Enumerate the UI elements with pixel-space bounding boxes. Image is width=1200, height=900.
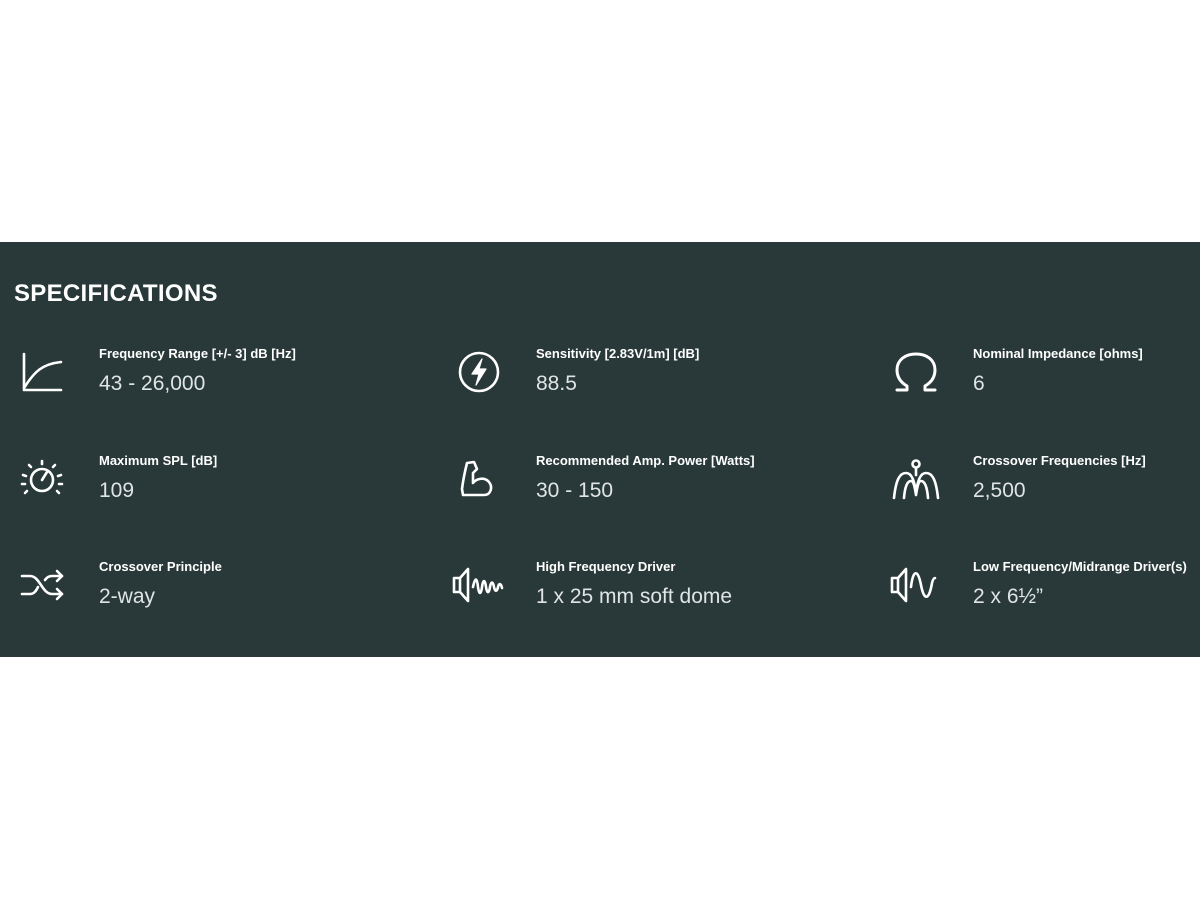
spec-value: 6 xyxy=(973,372,985,395)
lightning-bolt-icon xyxy=(451,344,507,400)
spec-recommended-amp-power xyxy=(451,451,755,531)
spec-value: 30 - 150 xyxy=(536,479,614,502)
spec-label: Sensitivity [2.83V/1m] [dB] xyxy=(536,346,700,361)
spec-value: 2-way xyxy=(99,585,156,608)
speaker-high-frequency-icon xyxy=(451,557,507,613)
spec-low-frequency-midrange-driver xyxy=(888,557,1188,637)
frequency-curve-icon xyxy=(14,344,70,400)
spec-label: Low Frequency/Midrange Driver(s) xyxy=(973,559,1187,574)
omega-icon xyxy=(888,344,944,400)
spec-label: Nominal Impedance [ohms] xyxy=(973,346,1143,361)
spec-value: 2 x 6½” xyxy=(973,585,1044,608)
spec-value: 2,500 xyxy=(973,479,1026,502)
flexed-arm-icon xyxy=(451,451,507,507)
spec-frequency-range xyxy=(14,344,314,424)
spec-crossover-frequencies xyxy=(888,451,1188,531)
spec-label: Maximum SPL [dB] xyxy=(99,453,218,468)
shuffle-arrows-icon xyxy=(14,557,70,613)
spec-maximum-spl xyxy=(14,451,314,531)
spec-value: 109 xyxy=(99,479,135,502)
spec-nominal-impedance xyxy=(888,344,1188,424)
spec-label: Recommended Amp. Power [Watts] xyxy=(536,453,755,468)
spec-label: Frequency Range [+/- 3] dB [Hz] xyxy=(99,346,296,361)
spec-label: High Frequency Driver xyxy=(536,559,676,574)
speaker-low-frequency-icon xyxy=(888,557,944,613)
spec-value: 88.5 xyxy=(536,372,577,395)
crossover-curves-icon xyxy=(888,451,944,507)
spec-value: 1 x 25 mm soft dome xyxy=(536,585,733,608)
spec-value: 43 - 26,000 xyxy=(99,372,206,395)
spec-crossover-principle xyxy=(14,557,314,637)
spec-high-frequency-driver xyxy=(451,557,751,637)
section-title: SPECIFICATIONS xyxy=(14,280,218,307)
volume-dial-icon xyxy=(14,451,70,507)
spec-label: Crossover Principle xyxy=(99,559,222,574)
spec-label: Crossover Frequencies [Hz] xyxy=(973,453,1146,468)
spec-sensitivity xyxy=(451,344,751,424)
